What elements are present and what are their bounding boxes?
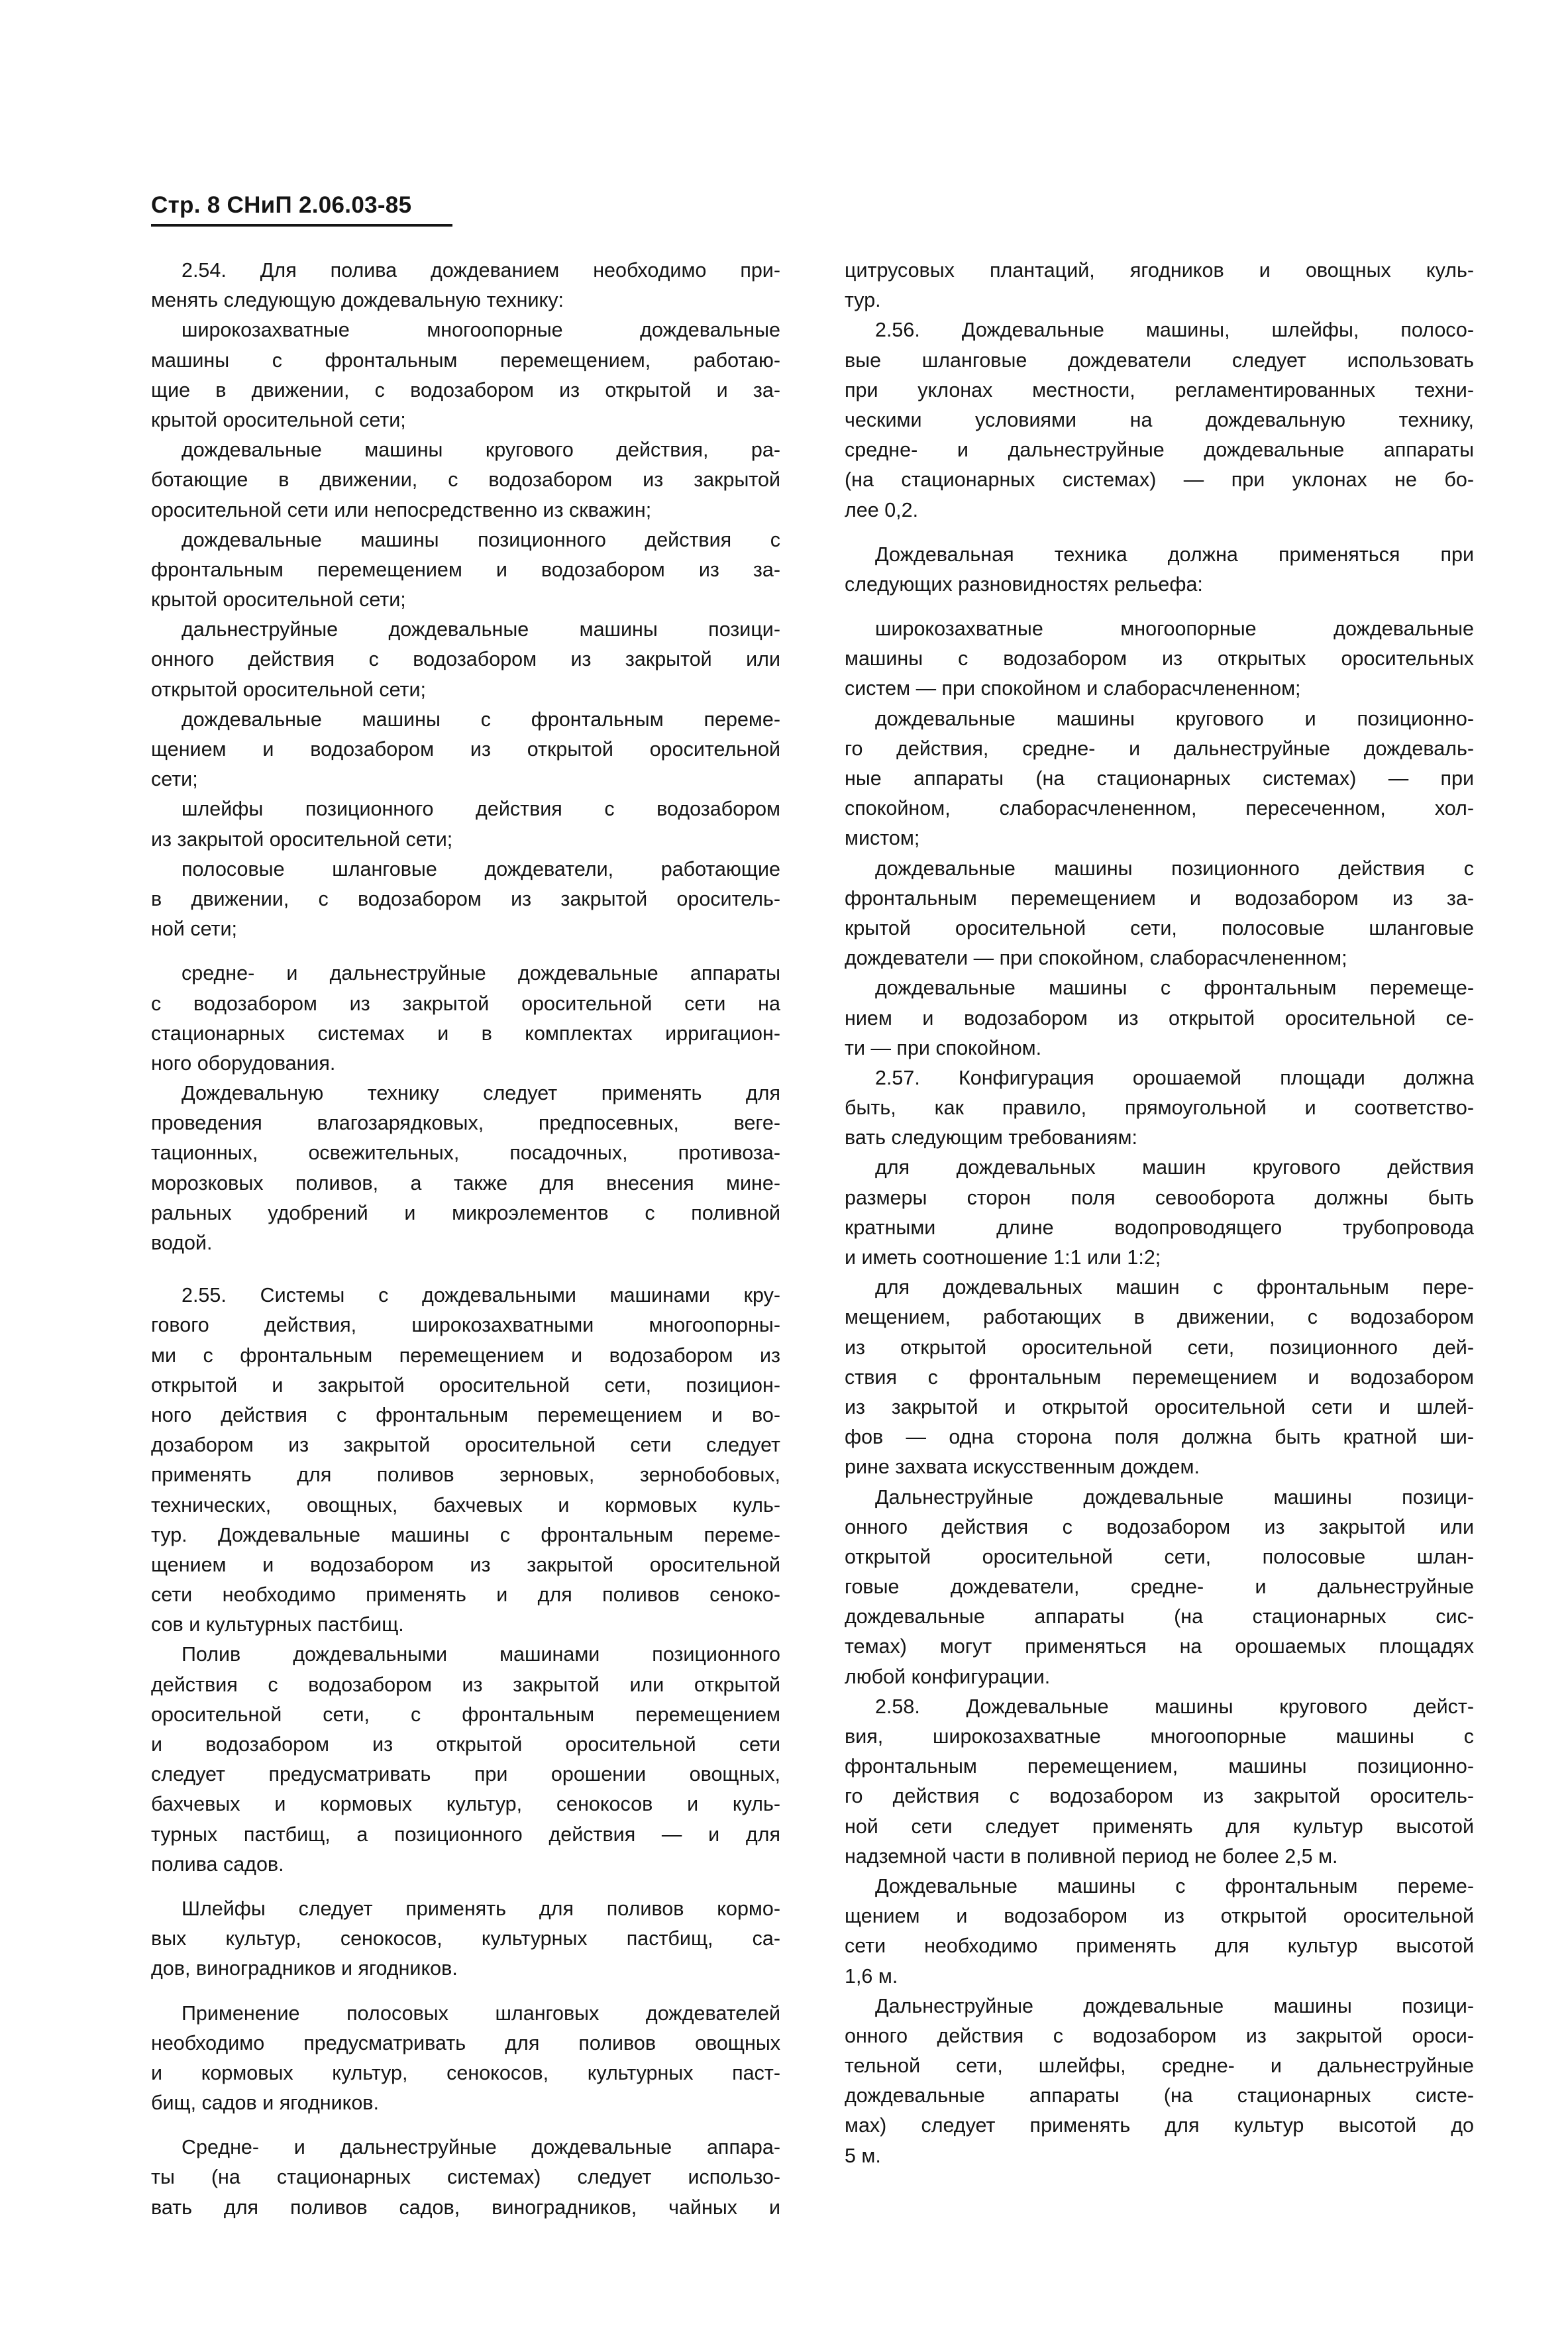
text-line: Дальнеструйные дождевальные машины позици- (875, 1485, 1474, 1509)
text-line: ческими условиями на дождевальную технику, (845, 408, 1474, 431)
text-line: дозабором из закрытой оросительной сети следует (151, 1434, 780, 1457)
text-line: Дальнеструйные дождевальные машины позици- (875, 1994, 1474, 2017)
text-line: турных пастбищ, а позиционного действия — и для (151, 1823, 780, 1846)
text-line: шлейфы позиционного действия с водозабором (182, 798, 780, 821)
text-line: дождевальные машины с фронтальным перемеще- (875, 977, 1474, 1000)
text-line: ной сети следует применять для культур высотой (845, 1815, 1474, 1838)
text-line: щие в движении, с водозабором из открытой и за- (151, 378, 780, 401)
text-line: проведения влагозарядковых, предпосевных, веге- (151, 1112, 780, 1135)
text-line: вать для поливов садов, виноградников, чайных и (151, 2196, 780, 2219)
text-line: го действия, средне- и дальнеструйные дождеваль- (845, 737, 1474, 760)
text-line: вия, широкозахватные многоопорные машины с (845, 1725, 1474, 1748)
text-line: щением и водозабором из закрытой оросительной (151, 1553, 780, 1576)
text-line: средне- и дальнеструйные дождевальные аппараты (845, 439, 1474, 462)
text-line: из закрытой оросительной сети; (151, 827, 453, 851)
text-line: дальнеструйные дождевальные машины позици- (182, 618, 780, 641)
text-line: ного оборудования. (151, 1051, 336, 1075)
text-line: ствия с фронтальным перемещением и водозабором (845, 1365, 1474, 1389)
text-line: дождевальные аппараты (на стационарных сис- (845, 1605, 1474, 1628)
text-line: технических, овощных, бахчевых и кормовых куль- (151, 1493, 780, 1517)
text-line: онного действия с водозабором из закрытой или (845, 1515, 1474, 1538)
text-line: вать следующим требованиям: (845, 1126, 1137, 1149)
text-line: гового действия, широкозахватными многоопорны- (151, 1314, 780, 1337)
text-line: дождевальные машины кругового и позиционно- (875, 707, 1474, 730)
text-line: из открытой оросительной сети, позиционного дей- (845, 1336, 1474, 1359)
text-line: действия с водозабором из закрытой или открытой (151, 1673, 780, 1696)
text-line: надземной части в поливной период не более 2,5 м. (845, 1844, 1338, 1868)
text-line: дождевальные машины кругового действия, ра- (182, 439, 780, 462)
text-line: Средне- и дальнеструйные дождевальные аппара- (182, 2136, 780, 2159)
text-line: (на стационарных системах) — при уклонах не бо- (845, 468, 1474, 492)
text-line: сети необходимо применять и для поливов сеноко- (151, 1583, 780, 1607)
text-line: размеры сторон поля севооборота должны быть (845, 1186, 1474, 1209)
text-line: открытой и закрытой оросительной сети, позицион- (151, 1373, 780, 1397)
text-line: ботающие в движении, с водозабором из закрытой (151, 468, 780, 492)
text-line: дождевальные аппараты (на стационарных систе- (845, 2084, 1474, 2107)
text-line: ти — при спокойном. (845, 1036, 1042, 1059)
text-line: онного действия с водозабором из закрытой ороси- (845, 2024, 1474, 2047)
text-line: дождевальные машины позиционного действия с (182, 528, 780, 551)
text-line: бищ, садов и ягодников. (151, 2092, 379, 2115)
text-line: оросительной сети или непосредственно из скважин; (151, 498, 652, 521)
text-line: мах) следует применять для культур высотой до (845, 2114, 1474, 2137)
text-line: дов, виноградников и ягодников. (151, 1957, 458, 1980)
text-line: мещением, работающих в движении, с водозабором (845, 1306, 1474, 1329)
text-line: ральных удобрений и микроэлементов с поливной (151, 1201, 780, 1224)
text-line: рине захвата искусственным дождем. (845, 1456, 1200, 1479)
text-line: при уклонах местности, регламентированных техни- (845, 378, 1474, 401)
text-line: ми с фронтальным перемещением и водозабором из (151, 1344, 780, 1367)
text-line: быть, как правило, прямоугольной и соответство- (845, 1096, 1474, 1120)
text-line: крытой оросительной сети; (151, 588, 406, 612)
text-line: и иметь соотношение 1:1 или 1:2; (845, 1246, 1161, 1269)
text-line: машины с фронтальным перемещением, работаю- (151, 348, 780, 372)
text-line: широкозахватные многоопорные дождевальные (182, 319, 780, 342)
text-line: машины с водозабором из открытых оросительных (845, 647, 1474, 670)
text-line: щением и водозабором из открытой оросительной (151, 738, 780, 761)
right-column (845, 256, 1474, 2171)
text-line: тур. Дождевальные машины с фронтальным переме- (151, 1523, 780, 1546)
text-line: щением и водозабором из открытой оросительной (845, 1905, 1474, 1928)
text-line: темах) могут применяться на орошаемых площадях (845, 1635, 1474, 1658)
text-line: го действия с водозабором из закрытой ороситель- (845, 1785, 1474, 1808)
text-line: крытой оросительной сети; (151, 408, 406, 431)
text-line: фов — одна сторона поля должна быть кратной ши- (845, 1426, 1474, 1449)
text-line: для дождевальных машин с фронтальным пере- (875, 1276, 1474, 1299)
text-line: ной сети; (151, 918, 237, 941)
text-line: и кормовых культур, сенокосов, культурных паст- (151, 2061, 780, 2084)
text-line: дождеватели — при спокойном, слаборасчлененном; (845, 947, 1347, 970)
text-line: дождевальные машины с фронтальным переме- (182, 708, 780, 731)
text-line: нием и водозабором из открытой оросительной се- (845, 1006, 1474, 1030)
text-line: кратными длине водопроводящего трубопровода (845, 1216, 1474, 1239)
text-line: широкозахватные многоопорные дождевальные (875, 617, 1474, 641)
paragraph-2-57-line: 2.57. Конфигурация орошаемой площади должна (875, 1066, 1474, 1089)
text-line: спокойном, слаборасчлененном, пересеченном, хол- (845, 797, 1474, 820)
text-line: ты (на стационарных системах) следует использо- (151, 2166, 780, 2189)
text-line: стационарных системах и в комплектах ирригацион- (151, 1022, 780, 1045)
paragraph-2-54-line: 2.54. Для полива дождеванием необходимо при- (182, 259, 780, 282)
text-line: крытой оросительной сети, полосовые шланговые (845, 916, 1474, 939)
text-line: тур. (845, 289, 881, 312)
text-line: сети необходимо применять для культур высотой (845, 1935, 1474, 1958)
text-line: цитрусовых плантаций, ягодников и овощных куль- (845, 259, 1474, 282)
text-line: тельной сети, шлейфы, средне- и дальнеструйные (845, 2054, 1474, 2078)
text-line: систем — при спокойном и слаборасчлененном; (845, 677, 1301, 700)
text-line: ного действия с фронтальным перемещением и во- (151, 1403, 780, 1426)
text-line: фронтальным перемещением, машины позиционно- (845, 1755, 1474, 1778)
text-line: 5 м. (845, 2144, 881, 2167)
text-line: сов и культурных пастбищ. (151, 1613, 404, 1636)
text-line: Шлейфы следует применять для поливов кормо- (182, 1897, 780, 1920)
page-header: Стр. 8 СНиП 2.06.03-85 (151, 191, 452, 227)
text-line: вых культур, сенокосов, культурных пастбищ, са- (151, 1927, 780, 1950)
text-line: онного действия с водозабором из закрытой или (151, 648, 780, 671)
text-line: применять для поливов зерновых, зернобобовых, (151, 1464, 780, 1487)
paragraph-2-58-line: 2.58. Дождевальные машины кругового дейст- (875, 1695, 1474, 1718)
paragraph-2-56-line: 2.56. Дождевальные машины, шлейфы, полосо- (875, 319, 1474, 342)
text-line: вые шланговые дождеватели следует использовать (845, 348, 1474, 372)
text-line: необходимо предусматривать для поливов овощных (151, 2031, 780, 2054)
text-line: Дождевальную технику следует применять для (182, 1082, 780, 1105)
text-line: следующих разновидностях рельефа: (845, 572, 1203, 596)
text-line: с водозабором из закрытой оросительной сети на (151, 992, 780, 1015)
text-line: фронтальным перемещением и водозабором из за- (845, 886, 1474, 910)
text-line: полосовые шланговые дождеватели, работающие (182, 857, 780, 880)
text-line: в движении, с водозабором из закрытой ороситель- (151, 887, 780, 910)
text-line: открытой оросительной сети, полосовые шлан- (845, 1545, 1474, 1568)
text-line: фронтальным перемещением и водозабором из за- (151, 558, 780, 581)
text-line: морозковых поливов, а также для внесения мине- (151, 1171, 780, 1195)
text-line: любой конфигурации. (845, 1665, 1051, 1688)
text-line: 1,6 м. (845, 1964, 898, 1988)
text-line: лее 0,2. (845, 498, 919, 521)
text-line: водой. (151, 1232, 213, 1254)
text-line: говые дождеватели, средне- и дальнеструйные (845, 1575, 1474, 1599)
text-line: из закрытой и открытой оросительной сети и шлей- (845, 1395, 1474, 1418)
text-line: и водозабором из открытой оросительной сети (151, 1733, 780, 1756)
text-line: Дождевальная техника должна применяться при (875, 543, 1474, 566)
text-line: сети; (151, 768, 198, 791)
text-line: оросительной сети, с фронтальным перемещением (151, 1703, 780, 1726)
text-line: полива садов. (151, 1852, 284, 1876)
text-line: следует предусматривать при орошении овощных, (151, 1763, 780, 1786)
text-line: ные аппараты (на стационарных системах) — при (845, 767, 1474, 790)
text-line: дождевальные машины позиционного действия с (875, 857, 1474, 880)
text-line: мистом; (845, 827, 920, 850)
text-line: тационных, освежительных, посадочных, противоза- (151, 1142, 780, 1165)
text-line: бахчевых и кормовых культур, сенокосов и куль- (151, 1793, 780, 1816)
paragraph-2-55-line: 2.55. Системы с дождевальными машинами кру- (182, 1284, 780, 1307)
text-line: Применение полосовых шланговых дождевателей (182, 2001, 780, 2025)
text-line: менять следующую дождевальную технику: (151, 289, 564, 312)
text-line: средне- и дальнеструйные дождевальные аппараты (182, 962, 780, 985)
text-line: Дождевальные машины с фронтальным переме- (875, 1874, 1474, 1897)
text-line: открытой оросительной сети; (151, 678, 427, 701)
text-line: Полив дождевальными машинами позиционного (182, 1643, 780, 1666)
text-line: для дождевальных машин кругового действия (875, 1156, 1474, 1179)
left-column (151, 256, 780, 2223)
